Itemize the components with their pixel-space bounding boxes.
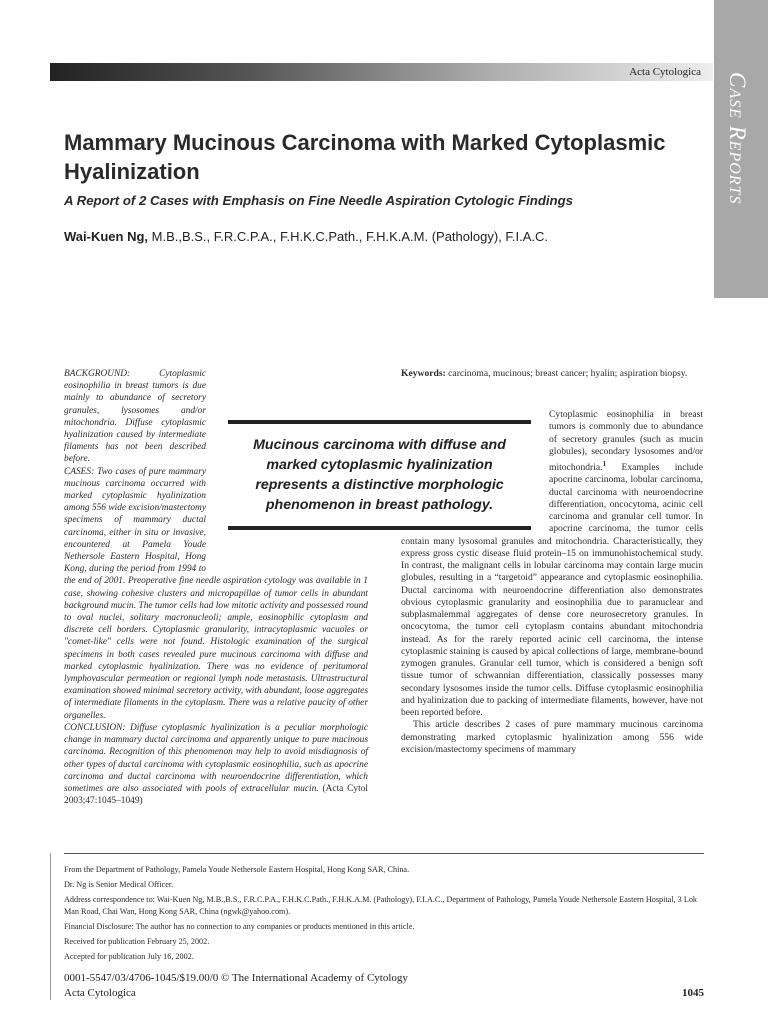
abstract-citation: (Acta Cytol 2003;47:1045–1049) bbox=[64, 783, 368, 807]
reference-marker[interactable]: 1 bbox=[602, 460, 607, 468]
header-gradient-bar bbox=[50, 63, 713, 81]
section-tab bbox=[714, 0, 768, 298]
footnotes bbox=[64, 853, 704, 964]
abstract-cases: CASES: Two cases of pure mammary mucinous carcinoma occurred with marked cytoplasmic hyalinization among 556 wide excision/mastectomy specimens of mammary ductal carcinoma, either in situ or invasive, encountered at Pamela Youde Nethersole Eastern Hospital, Hong Kong, during the period from 1994 to the end of 2001. Preoperative fine needle aspiration cytology was available in 1 case, showing cohesive clusters and micropapillae of tumor cells in abundant background mucin. The tumor cells had low mitotic activity and possessed round to oval nuclei, solitary macronucleoli; ample, eosinophilic cytoplasm and discrete cell borders. Cytoplasmic granularity, intracytoplasmic vacuoles or "comet-like" cells were not found. Histologic examination of the surgical specimens in both cases revealed pure mucinous carcinoma with diffuse and marked cytoplasmic hyalinization. There was no evidence of peritumoral lymphovascular permeation or regional lymph node metastasis. Ultrastructural examination showed minimal secretory activity, with abundant, loose aggregates of intermediate filaments in the cytoplasm. There was a relative paucity of other organelles. bbox=[64, 466, 368, 721]
author-name: Wai-Kuen Ng, bbox=[64, 229, 149, 244]
journal-name-header: Acta Cytologica bbox=[629, 66, 701, 78]
footnote-correspondence: Address correspondence to: Wai-Kuen Ng, M.B.,B.S., F.R.C.P.A., F.H.K.C.Path., F.H.K.A.M. (Pathology), F.I.A.C., Department of Pathology, Pamela Youde Nethersole Eastern Hospital, 3 Lok Man Road, Chai Wan, Hong Kong SAR, China (ngwk@yahoo.com). bbox=[64, 894, 698, 917]
keywords bbox=[401, 368, 703, 380]
footer-left-rule bbox=[50, 853, 51, 1000]
footnote-position: Dr. Ng is Senior Medical Officer. bbox=[64, 879, 174, 889]
footnote-accepted: Accepted for publication July 16, 2002. bbox=[64, 951, 194, 961]
footnote-received: Received for publication February 25, 2002. bbox=[64, 936, 210, 946]
article-title: Mammary Mucinous Carcinoma with Marked Cytoplasmic Hyalinization bbox=[64, 130, 666, 184]
author-credentials: M.B.,B.S., F.R.C.P.A., F.H.K.C.Path., F.H.K.A.M. (Pathology), F.I.A.C. bbox=[151, 229, 549, 244]
body-paragraph-2: This article describes 2 cases of pure mammary mucinous carcinoma demonstrating marked cytoplasmic hyalinization among 556 wide excision/mastectomy specimens of mammary bbox=[401, 719, 703, 755]
keywords-label: Keywords: bbox=[401, 368, 446, 379]
footnote-affiliation: From the Department of Pathology, Pamela Youde Nethersole Eastern Hospital, Hong Kong SAR, China. bbox=[64, 865, 410, 874]
abstract-conclusion-text: CONCLUSION: Diffuse cytoplasmic hyalinization is a peculiar morphologic change in mammary ductal carcinoma and apparently unique to pure mucinous carcinoma. Recognition of this phenomenon may help to avoid misdiagnosis of other types of ductal carcinoma with cytoplasmic eosinophilia, such as apocrine carcinoma and ductal carcinoma with neuroendocrine differentiation, which sometimes are also associated with pools of extracellular mucin. bbox=[64, 722, 368, 794]
copyright-line: 0001-5547/03/4706-1045/$19.00/0 © The International Academy of Cytology bbox=[64, 972, 408, 984]
section-tab-label: Case Reports bbox=[725, 72, 750, 205]
body-p1-rest: Examples include apocrine carcinoma, lobular carcinoma, ductal carcinoma with neuroendocrine differentiation, oncocytoma, acinic cell carcinoma and granular cell tumor. In apocrine carcinoma, the tumor cells contain many lysosomal granules and mitochondria. Characteristically, they express gross cystic disease fluid protein–15 on immunohistochemical study. In contrast, the malignant cells in lobular carcinoma may contain large mucin globules, resulting in a “targetoid” appearance and cytoplasmic eosinophilia. Ductal carcinoma with neuroendocrine differentiation also demonstrates obvious cytoplasmic granularity and eosinophilia due to paranuclear and subplasmalemmal aggregates of dense core neurosecretory granules. In oncocytoma, the tumor cell cytoplasm contains abundant mitochondria instead. As for the rarely reported acinic cell carcinoma, the intense cytoplasmic staining is caused by apical collections of large, membrane-bound zymogen granules. Granular cell tumor, which is considered a benign soft tissue tumor of schwannian differentiation, classically possesses many secondary lysosomes inside the tumor cells. Diffuse cytoplasmic eosinophilia and hyalinization due to packing of intermediate filaments, however, have not been reported before. bbox=[401, 462, 703, 719]
author-line bbox=[64, 229, 548, 244]
page-number: 1045 bbox=[682, 987, 704, 999]
abstract-background: BACKGROUND: Cytoplasmic eosinophilia in breast tumors is due mainly to abundance of secretory granules, lysosomes and/or mitochondria. Diffuse cytoplasmic hyalinization caused by intermediate filaments has not been described before. bbox=[64, 369, 206, 465]
footnote-disclosure: Financial Disclosure: The author has no connection to any companies or products mentioned in this article. bbox=[64, 922, 415, 932]
journal-name-footer: Acta Cytologica bbox=[64, 987, 136, 999]
keywords-text: carcinoma, mucinous; breast cancer; hyalin; aspiration biopsy. bbox=[448, 368, 688, 379]
body-p1-start: Cytoplasmic eosinophilia in breast tumors is commonly due to abundance of secretory granules (such as mucin globules), secondary lysosomes and/or mitochondria. bbox=[549, 409, 703, 474]
abstract-conclusion bbox=[64, 722, 368, 807]
pullquote bbox=[228, 420, 531, 530]
pullquote-text: Mucinous carcinoma with diffuse and marked cytoplasmic hyalinization represents a distinctive morphologic phenomenon in breast pathology. bbox=[253, 437, 506, 513]
article-subtitle: A Report of 2 Cases with Emphasis on Fine Needle Aspiration Cytologic Findings bbox=[64, 193, 574, 208]
